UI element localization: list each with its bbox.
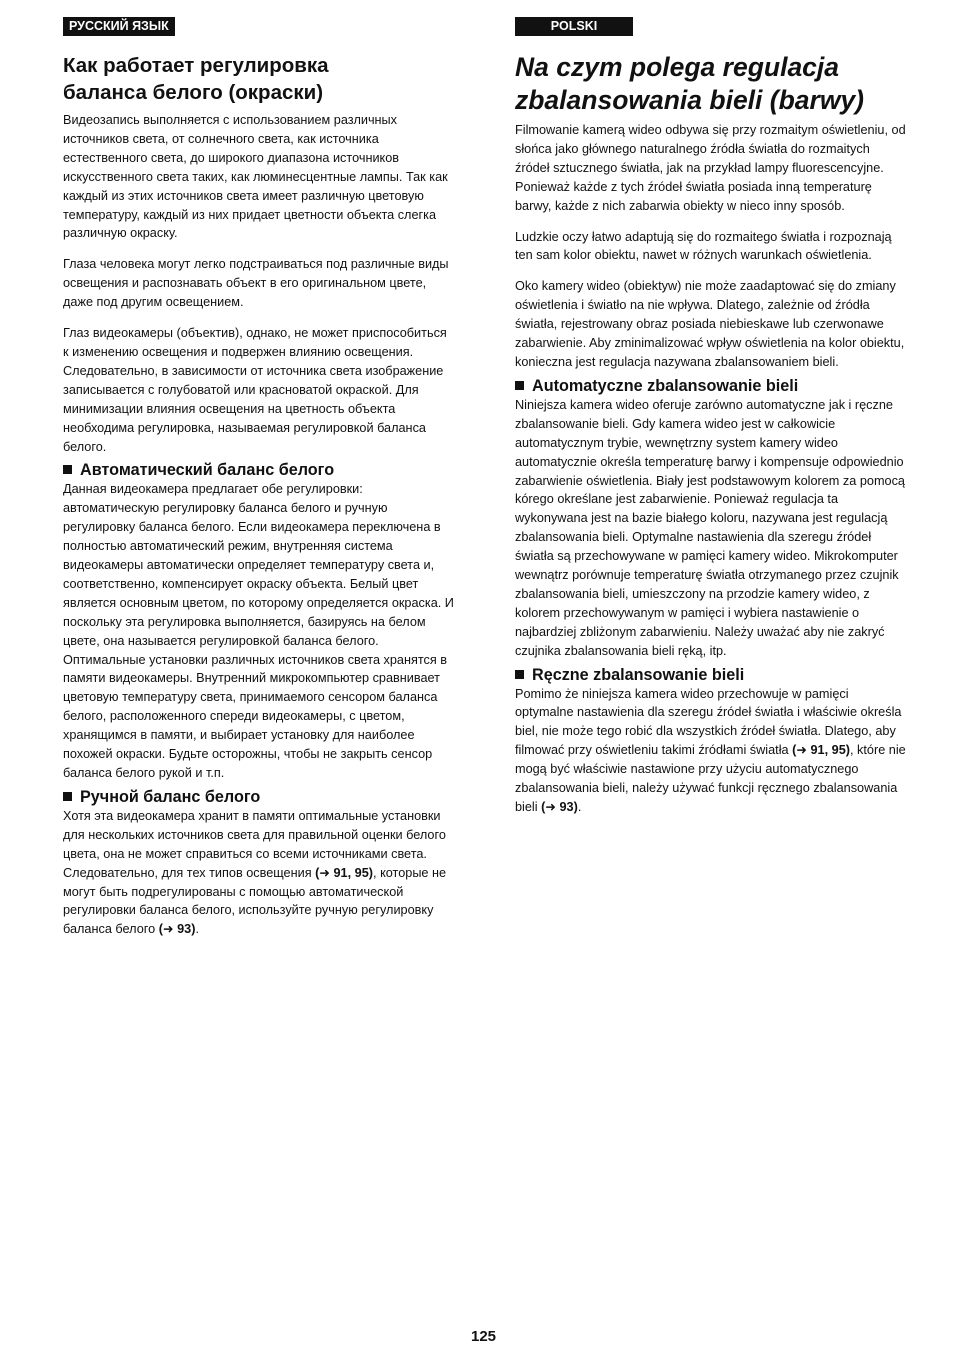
subheading-auto-white-balance xyxy=(515,376,907,396)
paragraph-human-eye: Глаза человека могут легко подстраиваться под различные виды освещения и распознавать объект в его оригинальном цвете, даже под другим освещением. xyxy=(63,257,449,310)
subheading-label: Ręczne zbalansowanie bieli xyxy=(532,665,745,684)
page-number: 125 xyxy=(471,1328,497,1345)
paragraph-auto-white-balance: Niniejsza kamera wideo oferuje zarówno automatyczne jak i ręczne zbalansowanie bieli. Gdy kamera wideo jest w całkowicie automatycznym trybie, wewnętrzny system kamery wideo automatycznie określa temperaturę barwy i kompensuje odpowiednio zabarwienie oświetlenia. Biały jest podstawowym kolorem za pomocą kórego określane jest zabarwienie. Ponieważ regulacja ta wykonywana jest na bazie białego koloru, nazywana jest regulacją zbalansowania bieli. Optymalne nastawienia dla szeregu źródeł światła są przechowywane w pamięci kamery wideo. Mikrokomputer wewnątrz porównuje temperaturę światła otrzymanego przez czujnik zbalansowania bieli, umieszczony na przodzie kamery wideo, z kolorem przechowywanym w pamięci i wybiera nastawienie o najbardziej zbliżonym zabarwieniu. Należy uważać aby nie zakryć czujnika zbalansowania bieli ręką, itp. xyxy=(515,397,905,658)
paragraph-text: , которые не могут быть подрегулированы с помощью автоматической регулировки баланса белого, используйте ручную регулировку баланса белого xyxy=(63,865,447,937)
paragraph-text: Хотя эта видеокамера хранит в памяти оптимальные установки для нескольких источников света для правильной оценки белого цвета, она не может справиться со всеми источниками света. Следовательно, для тех типов освещения xyxy=(63,808,446,880)
paragraph-text: Pomimo że niniejsza kamera wideo przechowuje w pamięci optymalne nastawienia dla szeregu źródeł światła i właściwie określa biel, nie może tego robić dla wszystkich źródeł światła. Dlatego, aby filmować przy oświetleniu takimi źródłami światła xyxy=(515,686,902,758)
paragraph-intro: Filmowanie kamerą wideo odbywa się przy rozmaitym oświetleniu, od słońca jako głównego naturalnego źródła światła do rozmaitych źródeł sztucznego światła, jak na przykład lampy fluorescencyjne. Ponieważ każde z tych źródeł światła posiada inną temperaturę barwy, każde z nich zabarwia obiekty w nieco inny sposób. xyxy=(515,123,906,213)
title-line-1: Как работает регулировка xyxy=(63,54,329,77)
paragraph-intro: Видеозапись выполняется с использованием различных источников света, от солнечного света, как источника естественного света, до широкого диапазона источников искусственного света таких, как люминесцентные лампы. Так как каждый из этих источников света имеет различную цветовую температуру, каждый из них придает цветности объекта слегка различную окраску. xyxy=(63,113,448,241)
body-text-russian xyxy=(63,111,455,951)
subheading-auto-white-balance xyxy=(63,460,455,480)
square-bullet-icon xyxy=(515,670,524,679)
title-line-1: Na czym polega regulacja xyxy=(515,52,840,82)
square-bullet-icon xyxy=(515,381,524,390)
paragraph-manual-white-balance xyxy=(63,807,455,939)
subheading-label: Automatyczne zbalansowanie bieli xyxy=(532,376,799,395)
section-title-russian xyxy=(63,52,423,106)
body-text-polish xyxy=(515,121,907,829)
subheading-label: Ручной баланс белого xyxy=(80,787,261,806)
square-bullet-icon xyxy=(63,465,72,474)
paragraph-text: , które nie mogą być właściwie nastawione przy użyciu automatycznego zbalansowania bieli, należy używać funkcji ręcznego zbalansowania bieli xyxy=(515,743,906,814)
page-reference: (➜ 91, 95) xyxy=(315,865,374,880)
language-tab-russian: РУССКИЙ ЯЗЫК xyxy=(63,17,175,36)
paragraph-manual-white-balance xyxy=(515,685,907,817)
subheading-manual-white-balance xyxy=(515,665,907,685)
subheading-manual-white-balance xyxy=(63,787,455,807)
paragraph-camera-eye: Oko kamery wideo (obiektyw) nie może zaadaptować się do zmiany oświetlenia i światło na nie wpływa. Dlatego, zależnie od źródła światła, rejestrowany obraz posiada niebieskawe lub czerwonawe zabarwienie. Aby zminimalizować wpływ oświetlenia na kolor obiektu, konieczna jest regulacja nazywana zbalansowaniem bieli. xyxy=(515,279,905,369)
paragraph-end: . xyxy=(577,800,582,814)
subheading-label: Автоматический баланс белого xyxy=(80,461,335,480)
square-bullet-icon xyxy=(63,792,72,801)
page-reference: (➜ 91, 95) xyxy=(792,743,850,758)
page-reference: (➜ 93) xyxy=(541,800,578,814)
title-line-2: баланса белого (окраски) xyxy=(63,81,324,104)
paragraph-human-eye: Ludzkie oczy łatwo adaptują się do rozmaitego światła i rozpoznają ten sam kolor obiektu, nawet w różnych warunkach oświetlenia. xyxy=(515,229,892,263)
paragraph-auto-white-balance: Данная видеокамера предлагает обе регулировки: автоматическую регулировку баланса белого и ручную регулировку баланса белого. Если видеокамера переключена в полностью автоматический режим, внутренняя система видеокамеры автоматически определяет температуру света и, соответственно, компенсирует окраску объекта. Белый цвет является основным цветом, по которому определяется окраска. И поскольку эта регулировка выполняется, базируясь на белом цвете, она называется регулировкой баланса белого. Оптимальные установки различных источников света хранятся в памяти видеокамеры. Внутренний микрокомпьютер сравнивает цветовую температуру света, принимаемого сенсором баланса белого, расположенного спереди видеокамеры, с цветом, хранящимся в памяти, и выбирает установку для наиболее похожей окраски. Будьте осторожны, чтобы не закрыть сенсор баланса белого рукой и т.п. xyxy=(63,482,454,780)
section-title-polish xyxy=(515,51,907,117)
paragraph-end: . xyxy=(195,922,199,937)
paragraph-camera-eye: Глаз видеокамеры (объектив), однако, не может приспособиться к изменению освещения и подвержен влиянию освещения. Следовательно, в зависимости от источника света изображение записывается с голубоватой или красноватой окраской. Для минимизации влияния освещения на цветность объекта необходима регулировка, называемая регулировкой баланса белого. xyxy=(63,326,447,454)
title-line-2: zbalansowania bieli (barwy) xyxy=(515,85,865,115)
language-tab-polish: POLSKI xyxy=(515,17,633,36)
page-reference: (➜ 93) xyxy=(158,922,196,937)
